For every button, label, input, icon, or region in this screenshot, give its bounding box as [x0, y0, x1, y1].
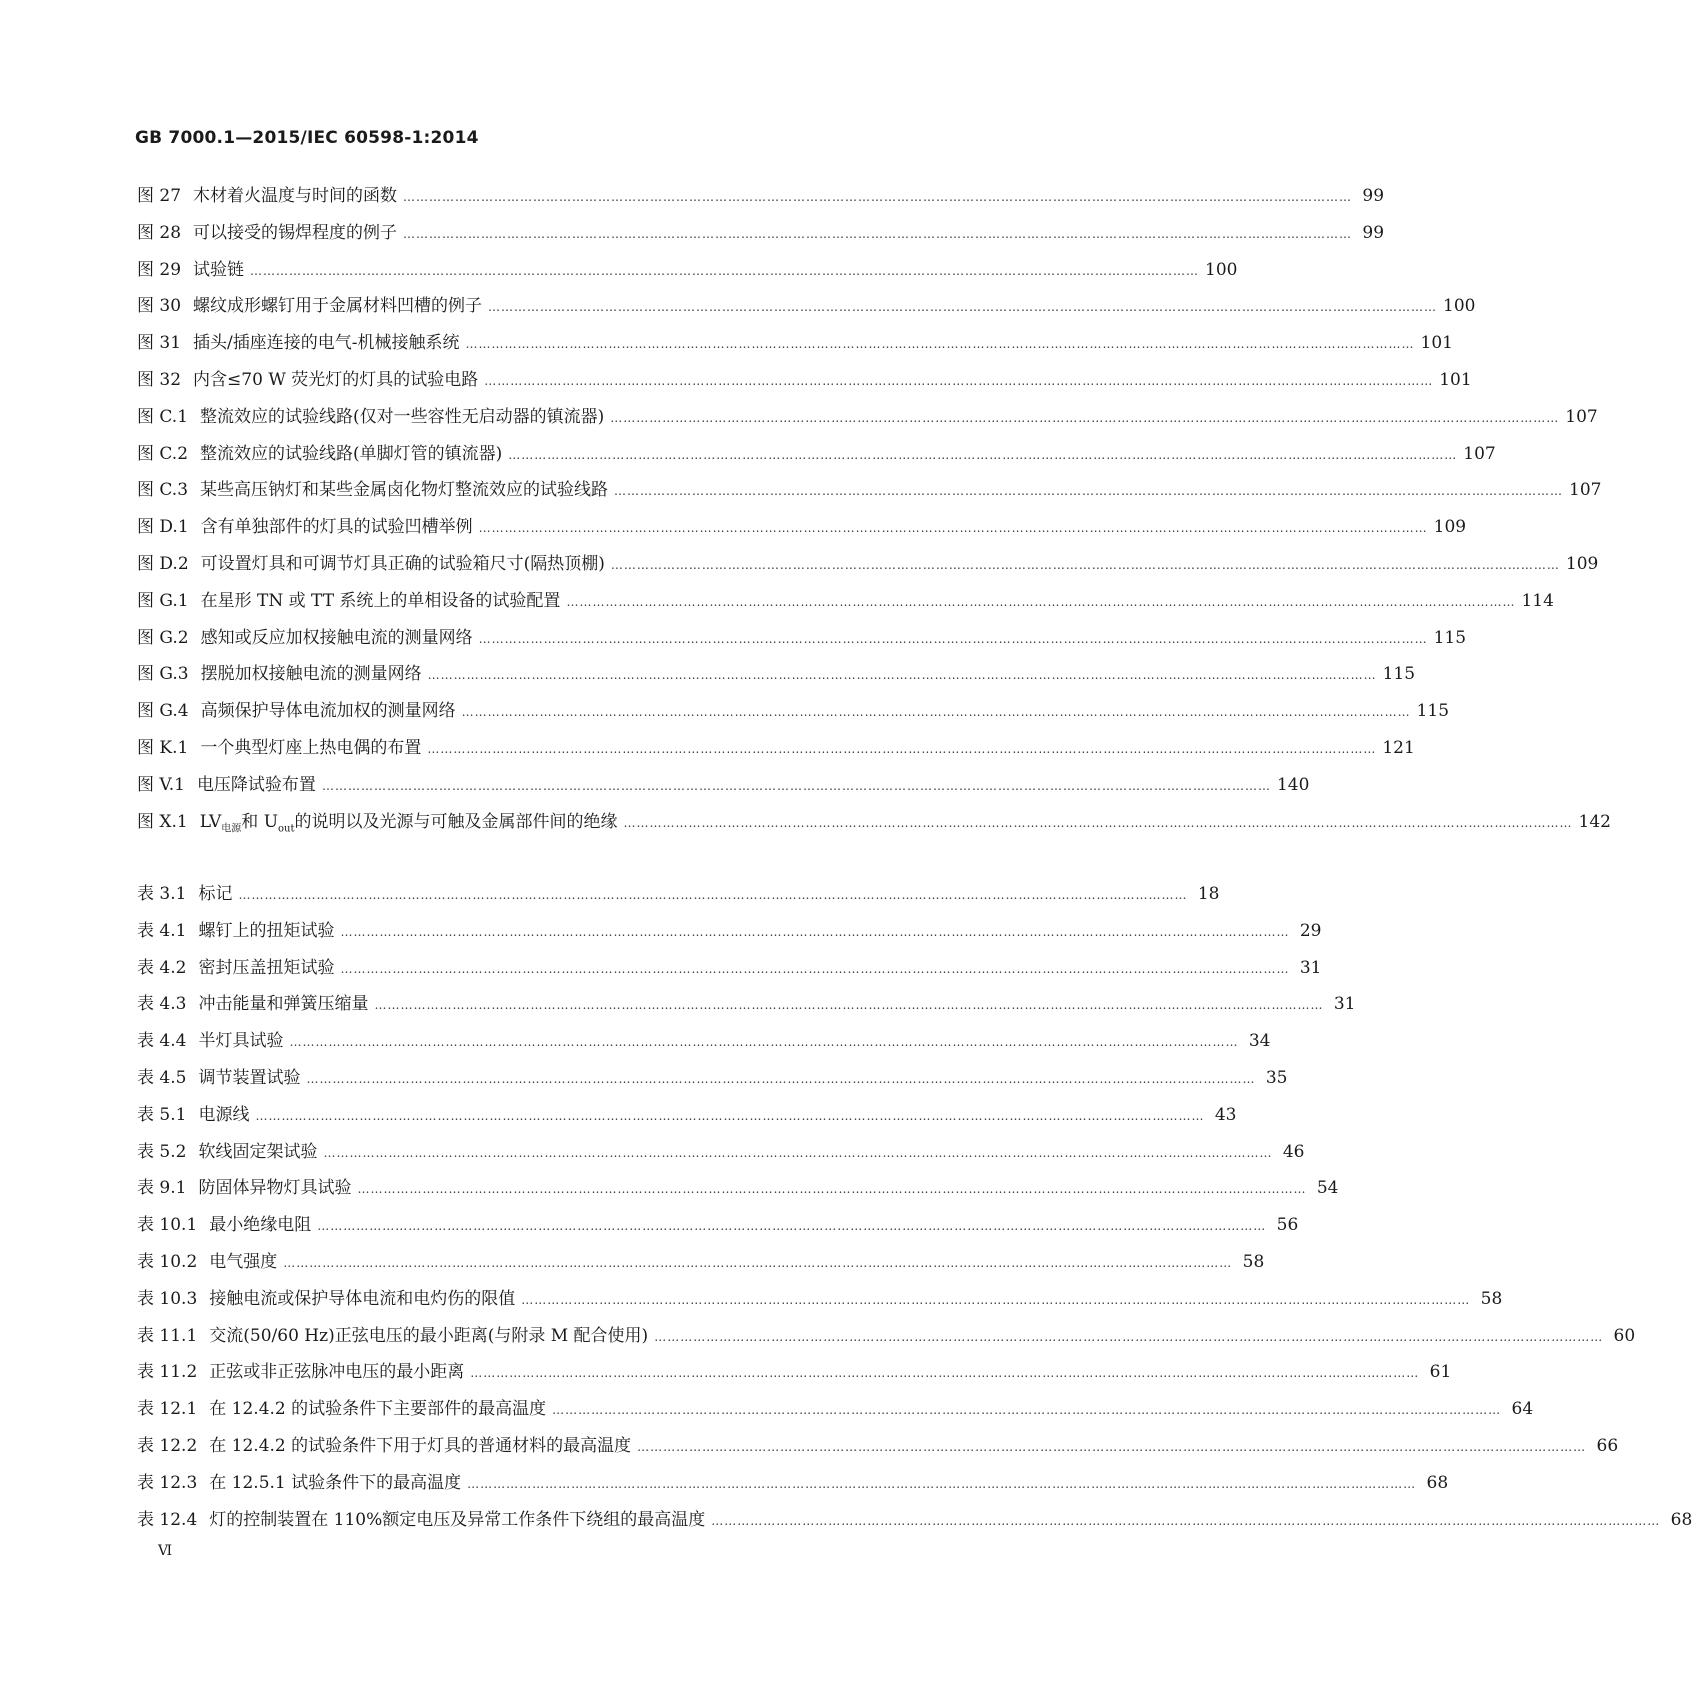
entry-label: 表 4.3 — [137, 994, 187, 1015]
dot-leader — [479, 621, 1428, 658]
figure-entry[interactable] — [137, 509, 1467, 546]
dot-leader — [238, 877, 1187, 914]
table-entry[interactable] — [137, 1134, 1305, 1171]
entry-page-number: 31 — [1299, 957, 1322, 978]
entry-title: 在星形 TN 或 TT 系统上的单相设备的试验配置 — [200, 590, 561, 611]
entry-page-number: 107 — [1565, 406, 1598, 427]
figure-entry[interactable] — [137, 436, 1496, 473]
entry-label: 图 30 — [137, 296, 182, 317]
dot-leader — [428, 657, 1377, 694]
entry-title: 冲击能量和弹簧压缩量 — [198, 994, 369, 1015]
entry-label: 表 5.2 — [137, 1141, 187, 1162]
entry-title: 正弦或非正弦脉冲电压的最小距离 — [209, 1362, 465, 1383]
figure-entry[interactable] — [137, 546, 1599, 583]
entry-title: 插头/插座连接的电气-机械接触系统 — [193, 333, 460, 354]
dot-leader — [484, 363, 1433, 400]
table-entry[interactable] — [137, 1502, 1692, 1539]
dot-leader — [614, 473, 1563, 510]
dot-leader — [470, 1355, 1419, 1392]
entry-title: 在 12.4.2 的试验条件下主要部件的最高温度 — [209, 1399, 547, 1420]
figure-entry[interactable] — [137, 693, 1450, 730]
table-entry[interactable] — [137, 1354, 1452, 1391]
entry-title: 整流效应的试验线路(仅对一些容性无启动器的镇流器) — [200, 406, 605, 427]
dot-leader — [322, 768, 1271, 805]
entry-label: 表 10.3 — [137, 1288, 198, 1309]
dot-leader — [611, 547, 1560, 584]
entry-label: 图 G.3 — [137, 664, 189, 685]
entry-page-number: 68 — [1670, 1509, 1692, 1530]
table-entry[interactable] — [137, 876, 1220, 913]
dot-leader — [508, 437, 1457, 474]
entry-page-number: 31 — [1333, 994, 1356, 1015]
entry-label: 图 C.3 — [137, 480, 189, 501]
dot-leader — [374, 987, 1323, 1024]
entry-label: 图 29 — [137, 259, 182, 280]
entry-page-number: 100 — [1205, 259, 1238, 280]
entry-page-number: 115 — [1416, 701, 1450, 722]
entry-page-number: 142 — [1578, 811, 1611, 832]
dot-leader — [317, 1208, 1266, 1245]
entry-page-number: 121 — [1382, 737, 1415, 758]
entry-label: 表 10.2 — [137, 1251, 198, 1272]
entry-page-number: 115 — [1382, 664, 1416, 685]
entry-label: 表 3.1 — [137, 884, 187, 904]
dot-leader — [610, 400, 1559, 437]
table-entry[interactable] — [137, 1060, 1288, 1097]
entry-title: 软线固定架试验 — [198, 1141, 318, 1162]
figure-entry[interactable] — [137, 767, 1310, 804]
entry-page-number: 107 — [1463, 443, 1496, 464]
entry-label: 图 C.1 — [137, 406, 189, 427]
entry-title: 在 12.5.1 试验条件下的最高温度 — [209, 1472, 462, 1493]
entry-title: 最小绝缘电阻 — [209, 1215, 312, 1236]
entry-label: 表 4.4 — [137, 1031, 187, 1052]
dot-leader — [403, 216, 1352, 253]
entry-label: 图 G.1 — [137, 590, 189, 611]
dot-leader — [283, 1245, 1232, 1282]
entry-label: 表 12.4 — [137, 1509, 198, 1530]
table-entry[interactable] — [137, 950, 1322, 987]
table-entry[interactable] — [137, 1465, 1449, 1502]
dot-leader — [255, 1098, 1204, 1135]
entry-title: 可以接受的锡焊程度的例子 — [193, 222, 398, 243]
entry-page-number: 35 — [1265, 1067, 1288, 1088]
entry-label: 图 X.1 — [137, 811, 188, 832]
table-entry[interactable] — [137, 1281, 1503, 1318]
entry-title: 摆脱加权接触电流的测量网络 — [200, 664, 422, 685]
figure-entry[interactable] — [137, 804, 1611, 841]
dot-leader — [466, 326, 1415, 363]
entry-label: 表 12.1 — [137, 1399, 198, 1420]
entry-title-part: 电源 — [221, 822, 242, 834]
dot-leader — [462, 694, 1411, 731]
entry-page-number: 101 — [1420, 333, 1453, 354]
entry-title: 一个典型灯座上热电偶的布置 — [200, 737, 422, 758]
entry-title: 某些高压钠灯和某些金属卤化物灯整流效应的试验线路 — [200, 480, 609, 501]
dot-leader — [479, 510, 1428, 547]
entry-page-number: 56 — [1276, 1215, 1299, 1236]
entry-label: 表 9.1 — [137, 1178, 187, 1199]
entry-page-number: 43 — [1214, 1104, 1237, 1125]
figure-entry[interactable] — [137, 472, 1602, 509]
dot-leader — [403, 179, 1352, 216]
entry-title: 密封压盖扭矩试验 — [198, 957, 335, 978]
entry-label: 图 D.1 — [137, 517, 189, 538]
entry-page-number: 115 — [1433, 627, 1467, 648]
entry-title: 接触电流或保护导体电流和电灼伤的限值 — [209, 1288, 516, 1309]
entry-title-part: out — [278, 822, 295, 834]
table-entry[interactable] — [137, 1244, 1265, 1281]
dot-leader — [306, 1061, 1255, 1098]
figure-entry[interactable] — [137, 288, 1476, 325]
entry-page-number: 99 — [1362, 222, 1385, 243]
entry-title: 电气强度 — [209, 1251, 278, 1272]
entry-title: 试验链 — [193, 259, 245, 280]
entry-title: 灯的控制装置在 110%额定电压及异常工作条件下绕组的最高温度 — [209, 1509, 706, 1530]
entry-page-number: 101 — [1439, 369, 1472, 390]
entry-label: 表 4.1 — [137, 920, 187, 941]
entry-page-number: 34 — [1248, 1031, 1271, 1052]
entry-label: 图 32 — [137, 369, 182, 390]
entry-page-number: 46 — [1282, 1141, 1305, 1162]
entry-label: 表 5.1 — [137, 1104, 187, 1125]
dot-leader — [427, 731, 1376, 768]
page-header-standard-number: GB 7000.1—2015/IEC 60598-1:2014 — [135, 128, 479, 148]
entry-label: 表 12.3 — [137, 1472, 198, 1493]
entry-page-number: 109 — [1433, 517, 1467, 538]
table-entry[interactable] — [137, 986, 1356, 1023]
entry-title — [200, 804, 618, 848]
dot-leader — [340, 951, 1289, 988]
dot-leader — [357, 1171, 1306, 1208]
entry-title: 在 12.4.2 的试验条件下用于灯具的普通材料的最高温度 — [209, 1435, 632, 1456]
figure-entry[interactable] — [137, 362, 1472, 399]
entry-page-number: 68 — [1426, 1472, 1449, 1493]
entry-page-number: 54 — [1316, 1178, 1339, 1199]
dot-leader — [250, 253, 1199, 290]
entry-label: 图 G.4 — [137, 701, 189, 722]
table-entry[interactable] — [137, 1170, 1339, 1207]
entry-title: 交流(50/60 Hz)正弦电压的最小距离(与附录 M 配合使用) — [209, 1325, 649, 1346]
dot-leader — [637, 1429, 1586, 1466]
entry-title: 感知或反应加权接触电流的测量网络 — [200, 627, 473, 648]
entry-label: 图 V.1 — [137, 774, 185, 795]
entry-label: 图 27 — [137, 186, 182, 206]
entry-title: 电源线 — [198, 1104, 250, 1125]
entry-title: 可设置灯具和可调节灯具正确的试验箱尺寸(隔热顶棚) — [200, 553, 605, 574]
entry-label: 图 G.2 — [137, 627, 189, 648]
entry-page-number: 114 — [1521, 590, 1554, 611]
entry-title: 防固体异物灯具试验 — [198, 1178, 352, 1199]
entry-title: 螺钉上的扭矩试验 — [198, 920, 335, 941]
entry-title: 内含≤70 W 荧光灯的灯具的试验电路 — [193, 369, 479, 390]
figure-entry[interactable] — [137, 656, 1416, 693]
figure-entry[interactable] — [137, 399, 1598, 436]
dot-leader — [488, 289, 1437, 326]
entry-label: 表 11.2 — [137, 1362, 198, 1383]
entry-page-number: 58 — [1242, 1251, 1265, 1272]
dot-leader — [654, 1319, 1603, 1356]
entry-label: 表 10.1 — [137, 1215, 198, 1236]
entry-page-number: 29 — [1299, 920, 1322, 941]
entry-label: 表 4.2 — [137, 957, 187, 978]
table-entry[interactable] — [137, 913, 1322, 950]
dot-leader — [566, 584, 1515, 621]
table-entry[interactable] — [137, 1207, 1299, 1244]
dot-leader — [289, 1024, 1238, 1061]
entry-label: 表 11.1 — [137, 1325, 198, 1346]
figure-entry[interactable] — [137, 583, 1554, 620]
dot-leader — [552, 1392, 1501, 1429]
entry-page-number: 99 — [1362, 186, 1385, 206]
table-entry[interactable] — [137, 1391, 1534, 1428]
entry-page-number: 60 — [1613, 1325, 1636, 1346]
figure-entry[interactable] — [137, 325, 1453, 362]
entry-title: 木材着火温度与时间的函数 — [193, 186, 398, 206]
entry-title: 整流效应的试验线路(单脚灯管的镇流器) — [200, 443, 503, 464]
entry-title: 调节装置试验 — [198, 1067, 301, 1088]
page-folio: Ⅵ — [158, 1543, 173, 1559]
entry-label: 图 D.2 — [137, 553, 189, 574]
entry-title: 半灯具试验 — [198, 1031, 284, 1052]
figure-entry[interactable] — [137, 252, 1238, 289]
entry-page-number: 61 — [1429, 1362, 1452, 1383]
entry-title: 螺纹成形螺钉用于金属材料凹槽的例子 — [193, 296, 483, 317]
table-entry[interactable] — [137, 1318, 1636, 1355]
table-list — [137, 876, 1692, 1538]
entry-page-number: 66 — [1596, 1435, 1619, 1456]
table-entry[interactable] — [137, 1023, 1271, 1060]
dot-leader — [624, 805, 1573, 842]
entry-title-part: 的说明以及光源与可触及金属部件间的绝缘 — [294, 811, 618, 832]
entry-title: 电压降试验布置 — [196, 774, 316, 795]
entry-title-part: 和 U — [241, 811, 279, 832]
figure-list — [137, 178, 1611, 840]
entry-label: 图 K.1 — [137, 737, 189, 758]
entry-page-number: 58 — [1480, 1288, 1503, 1309]
entry-title-part: LV — [199, 811, 222, 832]
entry-label: 表 12.2 — [137, 1435, 198, 1456]
entry-label: 图 C.2 — [137, 443, 189, 464]
entry-label: 图 31 — [137, 333, 182, 354]
figure-entry[interactable] — [137, 215, 1385, 252]
figure-entry[interactable] — [137, 730, 1415, 767]
entry-page-number: 64 — [1511, 1399, 1534, 1420]
dot-leader — [467, 1466, 1416, 1503]
entry-title: 含有单独部件的灯具的试验凹槽举例 — [200, 517, 473, 538]
table-entry[interactable] — [137, 1428, 1619, 1465]
dot-leader — [340, 914, 1289, 951]
entry-page-number: 109 — [1565, 553, 1599, 574]
dot-leader — [521, 1282, 1470, 1319]
figure-entry[interactable] — [137, 620, 1467, 657]
table-entry[interactable] — [137, 1097, 1237, 1134]
dot-leader — [711, 1503, 1660, 1540]
entry-label: 表 4.5 — [137, 1067, 187, 1088]
entry-page-number: 140 — [1276, 774, 1310, 795]
entry-page-number: 107 — [1569, 480, 1602, 501]
dot-leader — [323, 1135, 1272, 1172]
entry-page-number: 100 — [1443, 296, 1476, 317]
entry-title: 标记 — [198, 884, 233, 904]
entry-title: 高频保护导体电流加权的测量网络 — [200, 701, 456, 722]
entry-page-number: 18 — [1197, 884, 1220, 904]
figure-entry[interactable] — [137, 178, 1385, 215]
entry-label: 图 28 — [137, 222, 182, 243]
